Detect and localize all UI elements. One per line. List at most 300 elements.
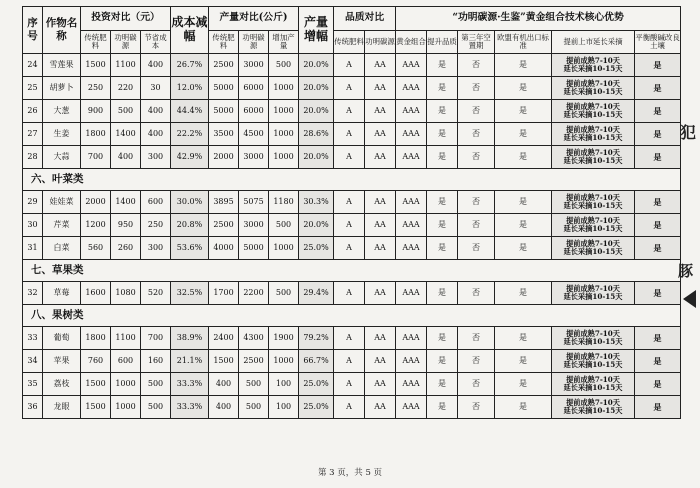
margin-annotations <box>678 120 700 440</box>
cell-third-year: 否 <box>458 214 495 237</box>
cell-crop: 娃娃菜 <box>43 191 81 214</box>
cell-yield-added: 1000 <box>269 100 299 123</box>
cell-yield-gm: 3000 <box>239 214 269 237</box>
cell-eu-organic: 是 <box>495 396 552 419</box>
cell-inv-saved: 250 <box>141 214 171 237</box>
header-row-sub <box>23 31 681 54</box>
cell-inv-traditional: 250 <box>81 77 111 100</box>
cell-yield-gm: 5075 <box>239 191 269 214</box>
cell-quality-traditional: A <box>334 54 365 77</box>
cell-early-market <box>552 373 635 396</box>
cell-early-market <box>552 327 635 350</box>
tech-advantage-header: “功明碳源·生鉴”黄金组合技术核心优势 <box>396 7 681 31</box>
cell-inv-traditional: 1500 <box>81 373 111 396</box>
cell-golden: AAA <box>396 77 427 100</box>
cell-third-year: 否 <box>458 282 495 305</box>
sub-header: 第三年空置期 <box>458 31 495 54</box>
cell-inv-gm: 950 <box>111 214 141 237</box>
cell-golden: AAA <box>396 327 427 350</box>
cell-yield-increase: 79.2% <box>299 327 334 350</box>
cell-early-market <box>552 282 635 305</box>
cell-inv-gm: 500 <box>111 100 141 123</box>
cell-golden: AAA <box>396 373 427 396</box>
cell-yield-increase: 25.0% <box>299 373 334 396</box>
table-row <box>23 350 681 373</box>
cell-yield-traditional: 2500 <box>209 214 239 237</box>
advantage-line-1: 提前成熟7-10天 <box>566 192 620 202</box>
cell-cost-reduction: 12.0% <box>171 77 209 100</box>
advantage-line-2: 延长采摘10-15天 <box>563 247 623 256</box>
cell-yield-gm: 4500 <box>239 123 269 146</box>
advantage-line-2: 延长采摘10-15天 <box>563 224 623 233</box>
cell-cost-reduction: 30.0% <box>171 191 209 214</box>
cell-early-market <box>552 350 635 373</box>
cell-cost-reduction: 20.8% <box>171 214 209 237</box>
cell-seq: 33 <box>23 327 43 350</box>
cell-cost-reduction: 33.3% <box>171 373 209 396</box>
cell-inv-traditional: 1800 <box>81 123 111 146</box>
cell-early-market <box>552 123 635 146</box>
cell-eu-organic: 是 <box>495 146 552 169</box>
cell-yield-increase: 28.6% <box>299 123 334 146</box>
advantage-line-2: 延长采摘10-15天 <box>563 133 623 142</box>
cell-golden: AAA <box>396 350 427 373</box>
cell-yield-traditional: 2500 <box>209 54 239 77</box>
cell-yield-traditional: 400 <box>209 396 239 419</box>
table-row <box>23 100 681 123</box>
cell-eu-organic: 是 <box>495 327 552 350</box>
cell-yield-increase: 20.0% <box>299 214 334 237</box>
cell-quality-traditional: A <box>334 282 365 305</box>
cell-eu-organic: 是 <box>495 123 552 146</box>
cell-inv-saved: 600 <box>141 191 171 214</box>
advantage-line-1: 提前成熟7-10天 <box>566 328 620 338</box>
cell-golden: AAA <box>396 146 427 169</box>
cell-cost-reduction: 42.9% <box>171 146 209 169</box>
cell-inv-gm: 1000 <box>111 373 141 396</box>
cell-third-year: 否 <box>458 146 495 169</box>
margin-mark-middle: 豚 <box>678 262 694 280</box>
advantage-line-2: 延长采摘10-15天 <box>563 156 623 165</box>
cell-third-year: 否 <box>458 77 495 100</box>
cell-inv-gm: 260 <box>111 237 141 260</box>
table-row <box>23 214 681 237</box>
cell-third-year: 否 <box>458 54 495 77</box>
cell-inv-traditional: 1200 <box>81 214 111 237</box>
cell-quality-gm: AA <box>365 191 396 214</box>
cell-cost-reduction: 21.1% <box>171 350 209 373</box>
advantage-line-1: 提前成熟7-10天 <box>566 374 620 384</box>
sub-header: 功明碳源 <box>365 31 396 54</box>
cell-quality-gm: AA <box>365 54 396 77</box>
cell-inv-traditional: 760 <box>81 350 111 373</box>
advantage-line-1: 提前成熟7-10天 <box>566 55 620 65</box>
table-row <box>23 237 681 260</box>
cell-improve: 是 <box>427 123 458 146</box>
cell-soil: 是 <box>635 373 681 396</box>
cell-inv-traditional: 700 <box>81 146 111 169</box>
section-title: 八、果树类 <box>23 305 681 327</box>
cell-soil: 是 <box>635 237 681 260</box>
cell-inv-gm: 1100 <box>111 327 141 350</box>
cell-yield-added: 500 <box>269 54 299 77</box>
advantage-line-2: 延长采摘10-15天 <box>563 337 623 346</box>
sub-header: 传统肥料 <box>81 31 111 54</box>
cell-yield-traditional: 2000 <box>209 146 239 169</box>
cell-yield-added: 1180 <box>269 191 299 214</box>
cell-seq: 25 <box>23 77 43 100</box>
cell-yield-traditional: 1700 <box>209 282 239 305</box>
cell-yield-gm: 3000 <box>239 146 269 169</box>
sub-header: 提升品质 <box>427 31 458 54</box>
cell-yield-traditional: 5000 <box>209 77 239 100</box>
table-body <box>23 54 681 419</box>
cell-soil: 是 <box>635 77 681 100</box>
cell-inv-gm: 220 <box>111 77 141 100</box>
cell-crop: 大蒜 <box>43 146 81 169</box>
cell-improve: 是 <box>427 100 458 123</box>
cell-cost-reduction: 22.2% <box>171 123 209 146</box>
cell-yield-traditional: 2400 <box>209 327 239 350</box>
cell-cost-reduction: 38.9% <box>171 327 209 350</box>
advantage-line-1: 提前成熟7-10天 <box>566 78 620 88</box>
cell-soil: 是 <box>635 146 681 169</box>
sub-header: 节省成本 <box>141 31 171 54</box>
cell-quality-traditional: A <box>334 237 365 260</box>
sub-header: 平衡酸碱改良土壤 <box>635 31 681 54</box>
cost-reduction-header: 成本减幅 <box>171 7 209 54</box>
cell-yield-increase: 20.0% <box>299 100 334 123</box>
cell-eu-organic: 是 <box>495 282 552 305</box>
cell-crop: 葡萄 <box>43 327 81 350</box>
section-row <box>23 169 681 191</box>
cell-soil: 是 <box>635 100 681 123</box>
cell-golden: AAA <box>396 214 427 237</box>
cell-soil: 是 <box>635 282 681 305</box>
cell-early-market <box>552 396 635 419</box>
cell-quality-gm: AA <box>365 123 396 146</box>
table-row <box>23 373 681 396</box>
sub-header: 功明碳源 <box>111 31 141 54</box>
cell-early-market <box>552 237 635 260</box>
cell-quality-gm: AA <box>365 214 396 237</box>
cell-soil: 是 <box>635 214 681 237</box>
cell-third-year: 否 <box>458 100 495 123</box>
cell-yield-added: 100 <box>269 396 299 419</box>
cell-improve: 是 <box>427 350 458 373</box>
cell-crop: 生姜 <box>43 123 81 146</box>
cell-yield-gm: 6000 <box>239 77 269 100</box>
table-row <box>23 146 681 169</box>
cell-improve: 是 <box>427 214 458 237</box>
cell-yield-traditional: 3895 <box>209 191 239 214</box>
cell-yield-gm: 5000 <box>239 237 269 260</box>
cell-golden: AAA <box>396 282 427 305</box>
page-footer: 第 3 页，共 5 页 <box>317 468 383 478</box>
cell-crop: 大葱 <box>43 100 81 123</box>
cell-third-year: 否 <box>458 123 495 146</box>
cell-eu-organic: 是 <box>495 237 552 260</box>
cell-quality-gm: AA <box>365 77 396 100</box>
document-sheet <box>22 6 680 419</box>
cell-improve: 是 <box>427 396 458 419</box>
cell-inv-saved: 700 <box>141 327 171 350</box>
cell-quality-traditional: A <box>334 327 365 350</box>
quality-group-header: 品质对比 <box>334 7 396 31</box>
cell-inv-gm: 600 <box>111 350 141 373</box>
advantage-line-2: 延长采摘10-15天 <box>563 110 623 119</box>
margin-mark-top: 犯 <box>680 123 697 142</box>
cell-inv-saved: 400 <box>141 100 171 123</box>
cell-golden: AAA <box>396 123 427 146</box>
cell-seq: 29 <box>23 191 43 214</box>
advantage-line-1: 提前成熟7-10天 <box>566 147 620 157</box>
cell-inv-traditional: 1500 <box>81 396 111 419</box>
col-crop-header: 作物名称 <box>43 7 81 54</box>
cell-quality-traditional: A <box>334 214 365 237</box>
cell-yield-increase: 20.0% <box>299 146 334 169</box>
section-title: 六、叶菜类 <box>23 169 681 191</box>
cell-yield-increase: 30.3% <box>299 191 334 214</box>
table-row <box>23 77 681 100</box>
cell-inv-saved: 300 <box>141 237 171 260</box>
cell-yield-gm: 2500 <box>239 350 269 373</box>
table-row <box>23 327 681 350</box>
advantage-line-2: 延长采摘10-15天 <box>563 201 623 210</box>
cell-yield-increase: 29.4% <box>299 282 334 305</box>
section-title: 七、草果类 <box>23 260 681 282</box>
cell-cost-reduction: 53.6% <box>171 237 209 260</box>
cell-golden: AAA <box>396 396 427 419</box>
cell-improve: 是 <box>427 373 458 396</box>
cell-improve: 是 <box>427 191 458 214</box>
cell-seq: 30 <box>23 214 43 237</box>
cell-yield-added: 1000 <box>269 77 299 100</box>
cell-yield-gm: 6000 <box>239 100 269 123</box>
cell-early-market <box>552 146 635 169</box>
cell-improve: 是 <box>427 54 458 77</box>
sub-header: 欧盟有机出口标准 <box>495 31 552 54</box>
advantage-line-1: 提前成熟7-10天 <box>566 215 620 225</box>
advantage-line-1: 提前成熟7-10天 <box>566 124 620 134</box>
cell-crop: 苹果 <box>43 350 81 373</box>
cell-quality-gm: AA <box>365 146 396 169</box>
cell-yield-added: 500 <box>269 282 299 305</box>
cell-yield-added: 1000 <box>269 146 299 169</box>
cell-quality-gm: AA <box>365 373 396 396</box>
cell-third-year: 否 <box>458 373 495 396</box>
advantage-line-2: 延长采摘10-15天 <box>563 87 623 96</box>
cell-inv-gm: 400 <box>111 146 141 169</box>
cell-yield-added: 1000 <box>269 350 299 373</box>
cell-third-year: 否 <box>458 237 495 260</box>
advantage-line-1: 提前成熟7-10天 <box>566 351 620 361</box>
sub-header: 传统肥料 <box>209 31 239 54</box>
cell-quality-traditional: A <box>334 191 365 214</box>
cell-early-market <box>552 54 635 77</box>
table-row <box>23 54 681 77</box>
cell-seq: 32 <box>23 282 43 305</box>
cell-yield-added: 100 <box>269 373 299 396</box>
cell-yield-increase: 66.7% <box>299 350 334 373</box>
yield-group-header: 产量对比(公斤) <box>209 7 299 31</box>
cell-golden: AAA <box>396 237 427 260</box>
cell-seq: 35 <box>23 373 43 396</box>
cell-seq: 26 <box>23 100 43 123</box>
cell-crop: 草莓 <box>43 282 81 305</box>
cell-yield-gm: 2200 <box>239 282 269 305</box>
cell-quality-traditional: A <box>334 77 365 100</box>
cell-inv-gm: 1100 <box>111 54 141 77</box>
cell-third-year: 否 <box>458 350 495 373</box>
sub-header: 增加产量 <box>269 31 299 54</box>
cell-crop: 白菜 <box>43 237 81 260</box>
table-row <box>23 396 681 419</box>
cell-inv-saved: 520 <box>141 282 171 305</box>
cell-golden: AAA <box>396 54 427 77</box>
cell-seq: 34 <box>23 350 43 373</box>
cell-seq: 31 <box>23 237 43 260</box>
cell-early-market <box>552 77 635 100</box>
cell-cost-reduction: 26.7% <box>171 54 209 77</box>
sub-header: 功明碳源 <box>239 31 269 54</box>
cell-inv-traditional: 2000 <box>81 191 111 214</box>
cell-third-year: 否 <box>458 191 495 214</box>
cell-yield-increase: 25.0% <box>299 237 334 260</box>
cell-yield-increase: 20.0% <box>299 54 334 77</box>
cell-improve: 是 <box>427 282 458 305</box>
investment-group-header: 投资对比（元） <box>81 7 171 31</box>
advantage-line-1: 提前成熟7-10天 <box>566 101 620 111</box>
cell-seq: 27 <box>23 123 43 146</box>
advantage-line-1: 提前成熟7-10天 <box>566 283 620 293</box>
cell-early-market <box>552 214 635 237</box>
cell-inv-saved: 500 <box>141 373 171 396</box>
cell-inv-traditional: 1600 <box>81 282 111 305</box>
cell-seq: 36 <box>23 396 43 419</box>
section-row <box>23 305 681 327</box>
advantage-line-2: 延长采摘10-15天 <box>563 383 623 392</box>
cell-golden: AAA <box>396 191 427 214</box>
cell-quality-traditional: A <box>334 146 365 169</box>
cell-quality-gm: AA <box>365 237 396 260</box>
cell-yield-increase: 20.0% <box>299 77 334 100</box>
cell-improve: 是 <box>427 237 458 260</box>
cell-yield-gm: 3000 <box>239 54 269 77</box>
cell-yield-added: 1000 <box>269 123 299 146</box>
cell-crop: 胡萝卜 <box>43 77 81 100</box>
cell-yield-traditional: 400 <box>209 373 239 396</box>
cell-yield-added: 500 <box>269 214 299 237</box>
cell-crop: 龙眼 <box>43 396 81 419</box>
cell-inv-saved: 300 <box>141 146 171 169</box>
cell-inv-traditional: 900 <box>81 100 111 123</box>
cell-inv-saved: 400 <box>141 54 171 77</box>
section-row <box>23 260 681 282</box>
cell-eu-organic: 是 <box>495 350 552 373</box>
cell-crop: 芹菜 <box>43 214 81 237</box>
cell-quality-gm: AA <box>365 100 396 123</box>
cell-cost-reduction: 44.4% <box>171 100 209 123</box>
advantage-line-2: 延长采摘10-15天 <box>563 360 623 369</box>
cell-quality-traditional: A <box>334 123 365 146</box>
advantage-line-2: 延长采摘10-15天 <box>563 406 623 415</box>
cell-improve: 是 <box>427 327 458 350</box>
cell-yield-traditional: 1500 <box>209 350 239 373</box>
cell-quality-traditional: A <box>334 373 365 396</box>
cell-eu-organic: 是 <box>495 100 552 123</box>
cell-crop: 荔枝 <box>43 373 81 396</box>
cell-inv-traditional: 1800 <box>81 327 111 350</box>
advantage-line-1: 提前成熟7-10天 <box>566 238 620 248</box>
cell-yield-added: 1900 <box>269 327 299 350</box>
cell-soil: 是 <box>635 327 681 350</box>
comparison-table <box>22 6 681 419</box>
cell-improve: 是 <box>427 77 458 100</box>
cell-crop: 雪莲果 <box>43 54 81 77</box>
cell-quality-traditional: A <box>334 396 365 419</box>
cell-third-year: 否 <box>458 327 495 350</box>
cell-eu-organic: 是 <box>495 214 552 237</box>
cell-eu-organic: 是 <box>495 54 552 77</box>
yield-increase-header: 产量增幅 <box>299 7 334 54</box>
cell-inv-saved: 30 <box>141 77 171 100</box>
cell-cost-reduction: 33.3% <box>171 396 209 419</box>
cell-yield-traditional: 5000 <box>209 100 239 123</box>
cell-inv-gm: 1400 <box>111 123 141 146</box>
cell-soil: 是 <box>635 123 681 146</box>
advantage-line-1: 提前成熟7-10天 <box>566 397 620 407</box>
cell-eu-organic: 是 <box>495 191 552 214</box>
cell-eu-organic: 是 <box>495 373 552 396</box>
header-row-main <box>23 7 681 31</box>
margin-arrow-icon <box>680 288 698 310</box>
table-row <box>23 191 681 214</box>
cell-inv-traditional: 560 <box>81 237 111 260</box>
cell-soil: 是 <box>635 350 681 373</box>
cell-yield-gm: 500 <box>239 373 269 396</box>
cell-yield-added: 1000 <box>269 237 299 260</box>
cell-yield-gm: 4300 <box>239 327 269 350</box>
table-row <box>23 282 681 305</box>
cell-inv-saved: 400 <box>141 123 171 146</box>
cell-quality-traditional: A <box>334 100 365 123</box>
cell-eu-organic: 是 <box>495 77 552 100</box>
cell-yield-traditional: 3500 <box>209 123 239 146</box>
cell-early-market <box>552 100 635 123</box>
cell-inv-saved: 160 <box>141 350 171 373</box>
cell-inv-traditional: 1500 <box>81 54 111 77</box>
cell-golden: AAA <box>396 100 427 123</box>
cell-inv-gm: 1080 <box>111 282 141 305</box>
cell-inv-gm: 1000 <box>111 396 141 419</box>
cell-quality-gm: AA <box>365 350 396 373</box>
cell-third-year: 否 <box>458 396 495 419</box>
cell-quality-traditional: A <box>334 350 365 373</box>
advantage-line-2: 延长采摘10-15天 <box>563 292 623 301</box>
cell-quality-gm: AA <box>365 396 396 419</box>
cell-soil: 是 <box>635 396 681 419</box>
cell-early-market <box>552 191 635 214</box>
cell-inv-saved: 500 <box>141 396 171 419</box>
sub-header: 传统肥料 <box>334 31 365 54</box>
cell-yield-increase: 25.0% <box>299 396 334 419</box>
cell-quality-gm: AA <box>365 327 396 350</box>
table-row <box>23 123 681 146</box>
advantage-line-2: 延长采摘10-15天 <box>563 64 623 73</box>
cell-inv-gm: 1400 <box>111 191 141 214</box>
cell-yield-gm: 500 <box>239 396 269 419</box>
